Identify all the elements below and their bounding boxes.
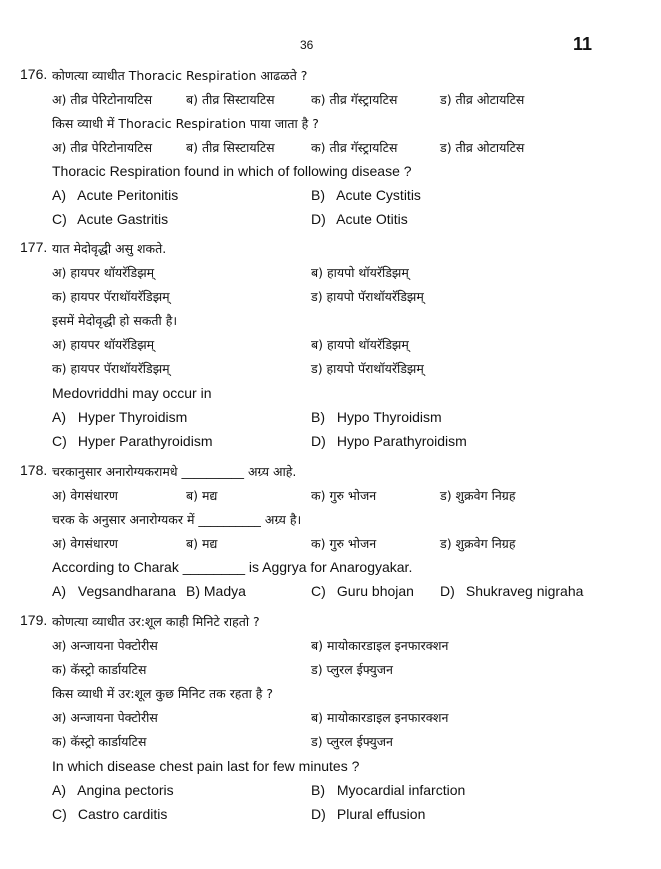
english-option-a: A) Hyper Thyroidism — [52, 409, 188, 425]
english-option-d: D) Acute Otitis — [311, 211, 408, 227]
english-option-d: D) Plural effusion — [311, 806, 426, 822]
marathi-option-d: ड) शुक्रवेग निग्रह — [440, 488, 516, 503]
marathi-question: कोणत्या व्याधीत Thoracic Respiration आढळते ? — [52, 68, 308, 83]
question-number: 177. — [20, 239, 48, 255]
marathi-option-c: क) तीव्र गॅस्ट्रायटिस — [311, 92, 398, 107]
page-number: 11 — [573, 34, 593, 54]
marathi-question: यात मेदोवृद्धी असु शकते. — [52, 241, 167, 256]
hindi-question: किस व्याधी में उर:शूल कुछ मिनिट तक रहता है ? — [52, 686, 274, 701]
hindi-option-c: क) तीव्र गॅस्ट्रायटिस — [311, 140, 398, 155]
center-number: 36 — [300, 38, 314, 52]
marathi-option-d: ड) तीव्र ओटायटिस — [440, 92, 525, 107]
marathi-option-d: ड) हायपो पॅराथॉयरॅडिझम् — [311, 289, 424, 304]
hindi-option-c: क) गुरु भोजन — [311, 536, 377, 551]
marathi-question: चरकानुसार अनारोग्यकरामधे __________ अग्र्य आहे. — [52, 464, 297, 479]
marathi-option-b: ब) मायोकारडाइल इनफारक्शन — [311, 638, 449, 653]
english-option-c: C) Hyper Parathyroidism — [52, 433, 213, 449]
hindi-option-d: ड) तीव्र ओटायटिस — [440, 140, 525, 155]
hindi-option-c: क) कॅस्ट्रो कार्डायटिस — [52, 734, 147, 749]
hindi-question: इसमें मेदोवृद्धी हो सकती है। — [52, 313, 178, 328]
hindi-question: चरक के अनुसार अनारोग्यकर में __________ अग्र्य है। — [52, 512, 302, 527]
english-question: Medovriddhi may occur in — [52, 385, 212, 401]
question-number: 176. — [20, 66, 48, 82]
english-option-b: B) Hypo Thyroidism — [311, 409, 442, 425]
question-number: 178. — [20, 462, 48, 478]
hindi-option-b: ब) मद्य — [186, 536, 218, 551]
hindi-option-a: अ) वेगसंधारण — [52, 536, 118, 551]
hindi-option-c: क) हायपर पॅराथॉयरॅडिझम् — [52, 361, 170, 376]
hindi-option-a: अ) तीव्र पेरिटोनायटिस — [52, 140, 153, 155]
hindi-option-b: ब) मायोकारडाइल इनफारक्शन — [311, 710, 449, 725]
hindi-option-d: ड) हायपो पॅराथॉयरॅडिझम् — [311, 361, 424, 376]
english-option-a: A) Acute Peritonitis — [52, 187, 179, 203]
marathi-option-d: ड) प्लुरल ईफ्युजन — [311, 662, 393, 677]
hindi-option-d: ड) शुक्रवेग निग्रह — [440, 536, 516, 551]
hindi-question: किस व्याधी में Thoracic Respiration पाया जाता है ? — [52, 116, 319, 131]
english-option-d: D) Shukraveg nigraha — [440, 583, 584, 599]
marathi-option-a: अ) तीव्र पेरिटोनायटिस — [52, 92, 153, 107]
english-option-b: B) Myocardial infarction — [311, 782, 466, 798]
english-option-c: C) Guru bhojan — [311, 583, 414, 599]
marathi-option-b: ब) मद्य — [186, 488, 218, 503]
english-question: In which disease chest pain last for few minutes ? — [52, 758, 360, 774]
english-option-d: D) Hypo Parathyroidism — [311, 433, 467, 449]
marathi-option-c: क) कॅस्ट्रो कार्डायटिस — [52, 662, 147, 677]
marathi-option-b: ब) हायपो थॉयरॅडिझम् — [311, 265, 409, 280]
marathi-option-a: अ) हायपर थॉयरॅडिझम् — [52, 265, 155, 280]
english-option-b: B) Madya — [186, 583, 246, 599]
marathi-question: कोणत्या व्याधीत उर:शूल काही मिनिटे राहतो ? — [52, 614, 260, 629]
english-option-b: B) Acute Cystitis — [311, 187, 421, 203]
marathi-option-a: अ) अन्जायना पेक्टोरीस — [52, 638, 158, 653]
english-question: Thoracic Respiration found in which of following disease ? — [52, 163, 412, 179]
hindi-option-b: ब) हायपो थॉयरॅडिझम् — [311, 337, 409, 352]
english-option-c: C) Castro carditis — [52, 806, 168, 822]
marathi-option-c: क) गुरु भोजन — [311, 488, 377, 503]
marathi-option-a: अ) वेगसंधारण — [52, 488, 118, 503]
english-option-a: A) Angina pectoris — [52, 782, 174, 798]
hindi-option-d: ड) प्लुरल ईफ्युजन — [311, 734, 393, 749]
marathi-option-b: ब) तीव्र सिस्टायटिस — [186, 92, 275, 107]
english-option-a: A) Vegsandharana — [52, 583, 176, 599]
marathi-option-c: क) हायपर पॅराथॉयरॅडिझम् — [52, 289, 170, 304]
hindi-option-b: ब) तीव्र सिस्टायटिस — [186, 140, 275, 155]
hindi-option-a: अ) हायपर थॉयरॅडिझम् — [52, 337, 155, 352]
english-question: According to Charak ________ is Aggrya for Anarogyakar. — [52, 559, 413, 575]
hindi-option-a: अ) अन्जायना पेक्टोरीस — [52, 710, 158, 725]
question-number: 179. — [20, 612, 48, 628]
english-option-c: C) Acute Gastritis — [52, 211, 169, 227]
